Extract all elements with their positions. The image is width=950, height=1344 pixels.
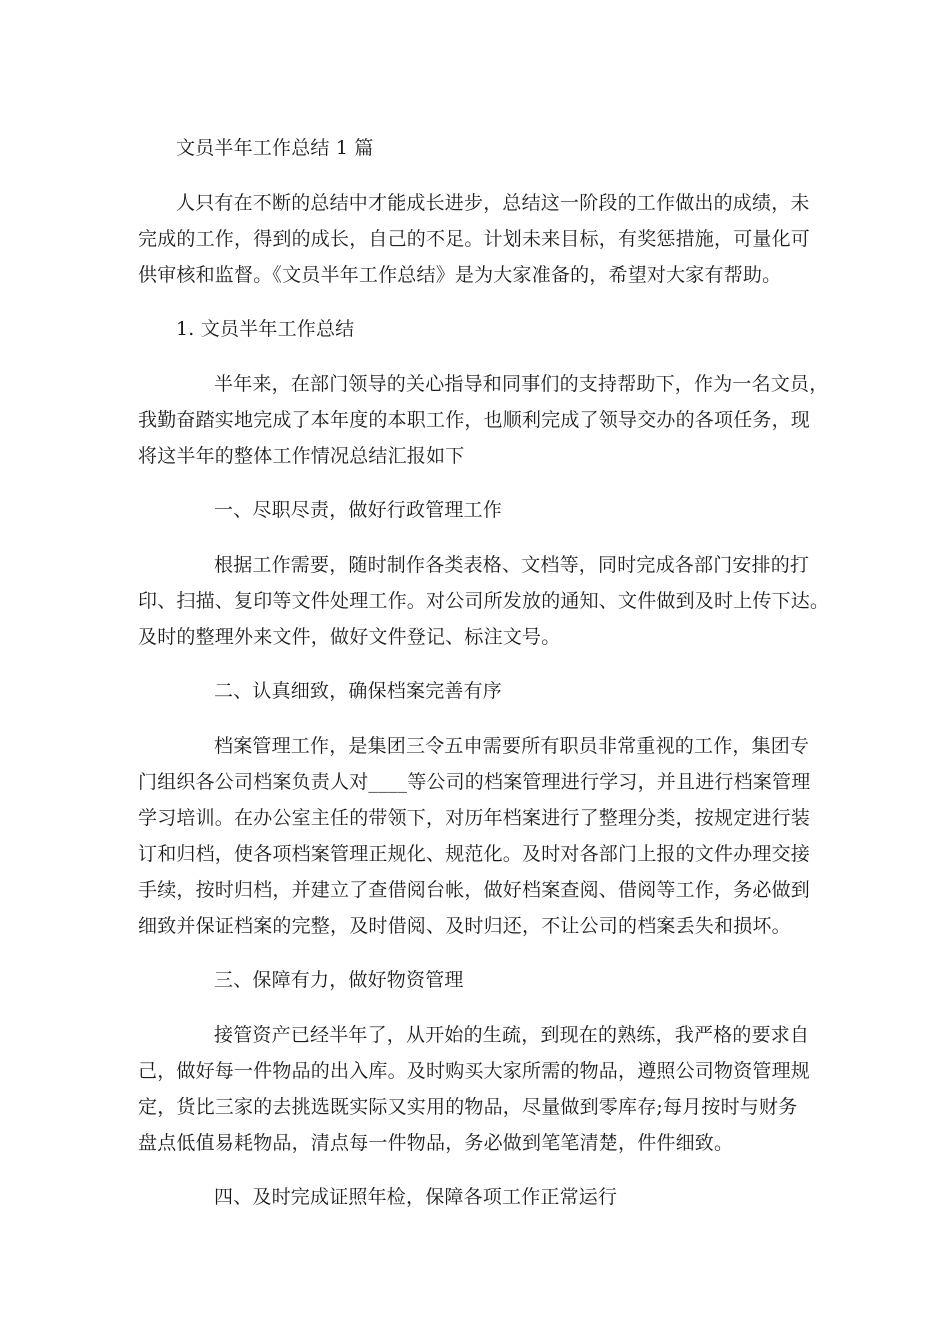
para2-line-1: 档案管理工作，是集团三令五申需要所有职员非常重视的工作，集团专 <box>214 735 810 757</box>
heading-2: 二、认真细致，确保档案完善有序 <box>214 680 503 702</box>
para1-line-1: 根据工作需要，随时制作各类表格、文档等，同时完成各部门安排的打 <box>214 554 810 576</box>
para2-line-6: 细致并保证档案的完整，及时借阅、及时归还，不让公司的档案丢失和损坏。 <box>138 915 791 937</box>
para3-line-2: 己，做好每一件物品的出入库。及时购买大家所需的物品，遵照公司物资管理规 <box>138 1060 811 1082</box>
para2-line-4: 订和归档，使各项档案管理正规化、规范化。及时对各部门上报的文件办理交接 <box>138 843 811 865</box>
para3-line-4: 盘点低值易耗物品，清点每一件物品，务必做到笔笔清楚，件件细致。 <box>138 1132 734 1154</box>
opening-line-3: 将这半年的整体工作情况总结汇报如下 <box>138 445 465 467</box>
intro-line-2: 完成的工作，得到的成长，自己的不足。计划未来目标，有奖惩措施，可量化可 <box>138 228 811 250</box>
section-title: 1. 文员半年工作总结 <box>176 318 355 340</box>
para1-line-2: 印、扫描、复印等文件处理工作。对公司所发放的通知、文件做到及时上传下达。 <box>138 590 830 612</box>
opening-line-2: 我勤奋踏实地完成了本年度的本职工作，也顺利完成了领导交办的各项任务，现 <box>138 409 811 431</box>
document-title: 文员半年工作总结 1 篇 <box>176 137 374 159</box>
para2-line-3: 学习培训。在办公室主任的带领下，对历年档案进行了整理分类，按规定进行装 <box>138 807 811 829</box>
heading-4: 四、及时完成证照年检，保障各项工作正常运行 <box>214 1186 618 1208</box>
opening-line-1: 半年来，在部门领导的关心指导和同事们的支持帮助下，作为一名文员， <box>214 373 829 395</box>
para3-line-1: 接管资产已经半年了，从开始的生疏，到现在的熟练，我严格的要求自 <box>214 1024 810 1046</box>
para1-line-3: 及时的整理外来文件，做好文件登记、标注文号。 <box>138 626 561 648</box>
intro-line-3: 供审核和监督。《文员半年工作总结》是为大家准备的，希望对大家有帮助。 <box>138 264 782 286</box>
intro-line-1: 人只有在不断的总结中才能成长进步，总结这一阶段的工作做出的成绩，未 <box>176 192 810 214</box>
para2-line-5: 手续，按时归档，并建立了查借阅台帐，做好档案查阅、借阅等工作，务必做到 <box>138 879 811 901</box>
heading-3: 三、保障有力，做好物资管理 <box>214 969 464 991</box>
heading-1: 一、尽职尽责，做好行政管理工作 <box>214 499 503 521</box>
para2-line-2: 门组织各公司档案负责人对____等公司的档案管理进行学习，并且进行档案管理 <box>138 771 811 793</box>
para3-line-3: 定，货比三家的去挑选既实际又实用的物品，尽量做到零库存;每月按时与财务 <box>138 1096 798 1118</box>
